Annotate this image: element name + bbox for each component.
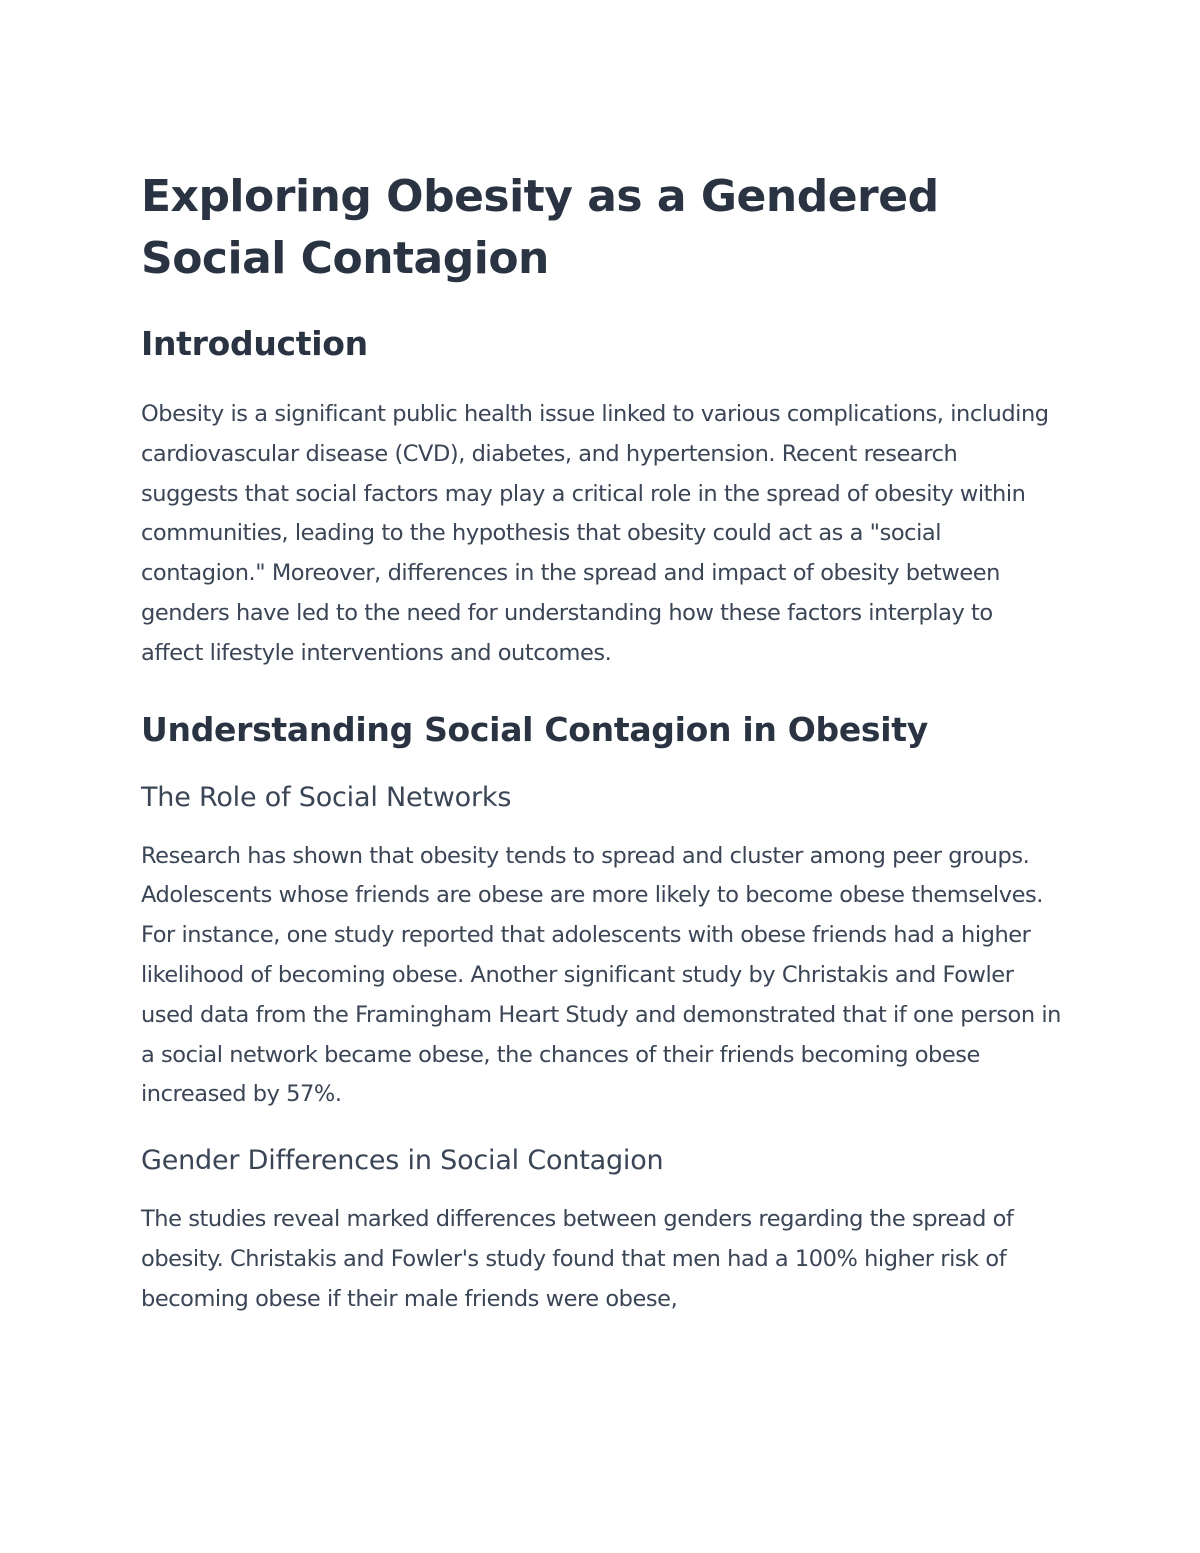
document-page — [141, 166, 1061, 1320]
role-of-networks-paragraph: Research has shown that obesity tends to spread and cluster among peer groups. Adolescents whose friends are obese are more likely to become obese themselves. For instance, one study reported that adolescents with obese friends had a higher likelihood of becoming obese. Another significant study by Christakis and Fowler used data from the Framingham Heart Study and demonstrated that if one person in a social network became obese, the chances of their friends becoming obese increased by 57%. — [141, 842, 1061, 1108]
document-title: Exploring Obesity as a Gendered Social Contagion — [141, 171, 939, 284]
gender-differences-paragraph: The studies reveal marked differences between genders regarding the spread of obesity. Christakis and Fowler's study found that men had a 100% higher risk of becoming obese if their male friends were obese, — [141, 1206, 1014, 1312]
understanding-heading: Understanding Social Contagion in Obesity — [141, 709, 928, 749]
introduction-heading: Introduction — [141, 324, 368, 363]
introduction-paragraph: Obesity is a significant public health issue linked to various complications, including cardiovascular disease (CVD), diabetes, and hypertension. Recent research suggests that social factors may play a critical role in the spread of obesity within communities, leading to the hypothesis that obesity could act as a "social contagion." Moreover, differences in the spread and impact of obesity between genders have led to the need for understanding how these factors interplay to affect lifestyle interventions and outcomes. — [141, 401, 1049, 666]
role-of-networks-heading: The Role of Social Networks — [141, 781, 512, 813]
gender-differences-heading: Gender Differences in Social Contagion — [141, 1145, 664, 1177]
